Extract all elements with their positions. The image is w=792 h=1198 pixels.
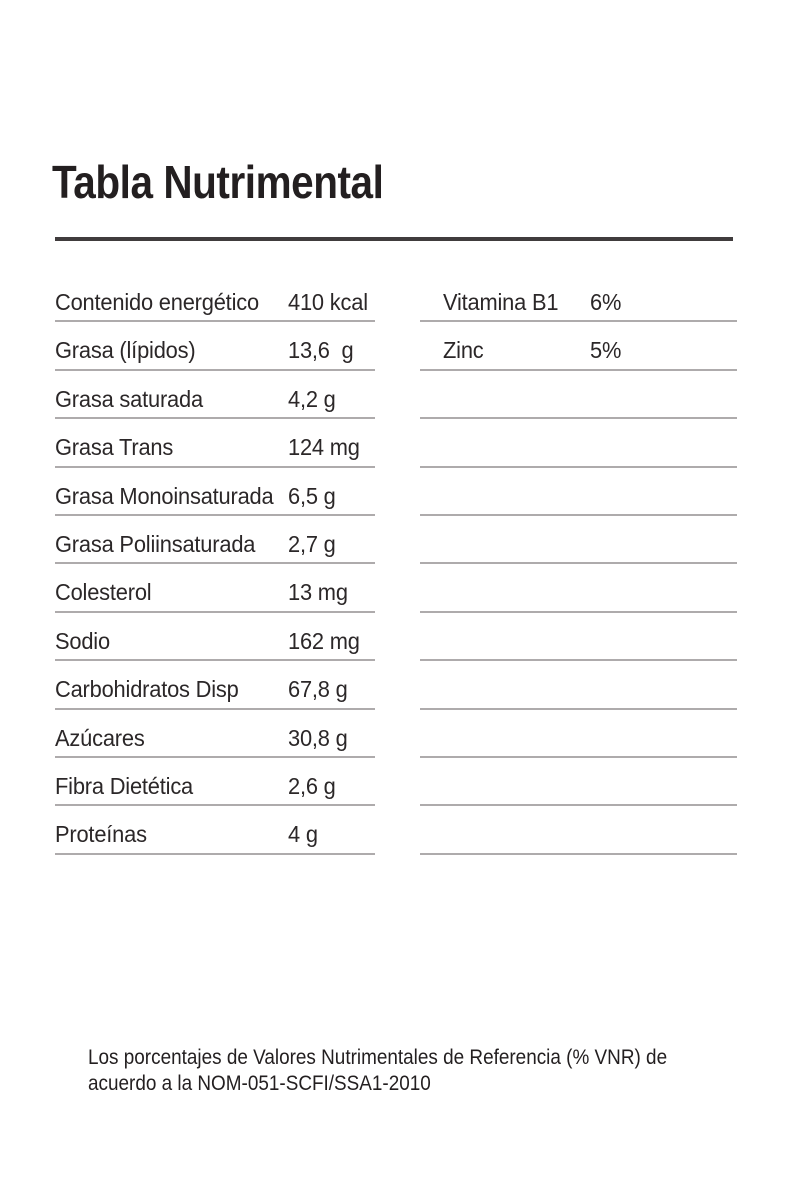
- table-row: [420, 322, 737, 370]
- table-row: [420, 564, 737, 612]
- row-value: 6,5 g: [288, 482, 336, 509]
- row-label: Grasa Monoinsaturada: [55, 482, 274, 509]
- row-value: 67,8 g: [288, 676, 348, 703]
- footnote-line-1: Los porcentajes de Valores Nutrimentales de Referencia (% VNR) de: [88, 1045, 668, 1069]
- row-value: 13,6 g: [288, 337, 354, 364]
- table-row: [55, 371, 375, 419]
- row-label: Grasa (lípidos): [55, 337, 196, 364]
- row-label: Azúcares: [55, 724, 145, 751]
- row-value: 6%: [590, 289, 622, 316]
- table-row: [55, 468, 375, 516]
- row-label: Contenido energético: [55, 289, 259, 316]
- row-value: 13 mg: [288, 579, 348, 606]
- table-row: [420, 710, 737, 758]
- title-divider: [55, 237, 733, 241]
- row-label: Colesterol: [55, 579, 152, 606]
- row-label: Fibra Dietética: [55, 773, 194, 799]
- nutrition-table-left: [55, 274, 375, 855]
- row-label: Grasa Poliinsaturada: [55, 531, 256, 558]
- table-row: [55, 710, 375, 758]
- table-row: [420, 806, 737, 854]
- table-row: [420, 419, 737, 467]
- row-value: 2,6 g: [288, 773, 336, 799]
- table-row: [55, 419, 375, 467]
- row-label: Sodio: [55, 627, 110, 654]
- row-value: 30,8 g: [288, 724, 348, 751]
- row-value: 410 kcal: [288, 289, 368, 316]
- table-row: [55, 516, 375, 564]
- row-label: Vitamina B1: [443, 289, 559, 316]
- table-row: [420, 468, 737, 516]
- row-value: 2,7 g: [288, 531, 336, 558]
- table-row: [420, 661, 737, 709]
- table-row: [55, 806, 375, 854]
- table-row: [420, 371, 737, 419]
- table-row: [55, 274, 375, 322]
- table-row: [55, 758, 375, 806]
- row-value: 124 mg: [288, 434, 360, 461]
- row-label: Grasa Trans: [55, 434, 174, 461]
- row-label: Grasa saturada: [55, 385, 203, 412]
- row-value: 4,2 g: [288, 385, 336, 412]
- page-title: Tabla Nutrimental: [52, 156, 384, 208]
- table-row: [420, 516, 737, 564]
- row-value: 162 mg: [288, 627, 360, 654]
- row-label: Zinc: [443, 337, 484, 364]
- table-row: [420, 274, 737, 322]
- nutrition-table-right: [420, 274, 737, 855]
- table-row: [420, 613, 737, 661]
- table-row: [420, 758, 737, 806]
- row-value: 4 g: [288, 821, 318, 848]
- row-label: Proteínas: [55, 821, 147, 848]
- footnote-line-2: acuerdo a la NOM-051-SCFI/SSA1-2010: [88, 1071, 431, 1095]
- table-row: [55, 322, 375, 370]
- table-row: [55, 661, 375, 709]
- footnote: [88, 1044, 667, 1096]
- table-row: [55, 613, 375, 661]
- row-label: Carbohidratos Disp: [55, 676, 239, 703]
- row-value: 5%: [590, 337, 622, 364]
- table-row: [55, 564, 375, 612]
